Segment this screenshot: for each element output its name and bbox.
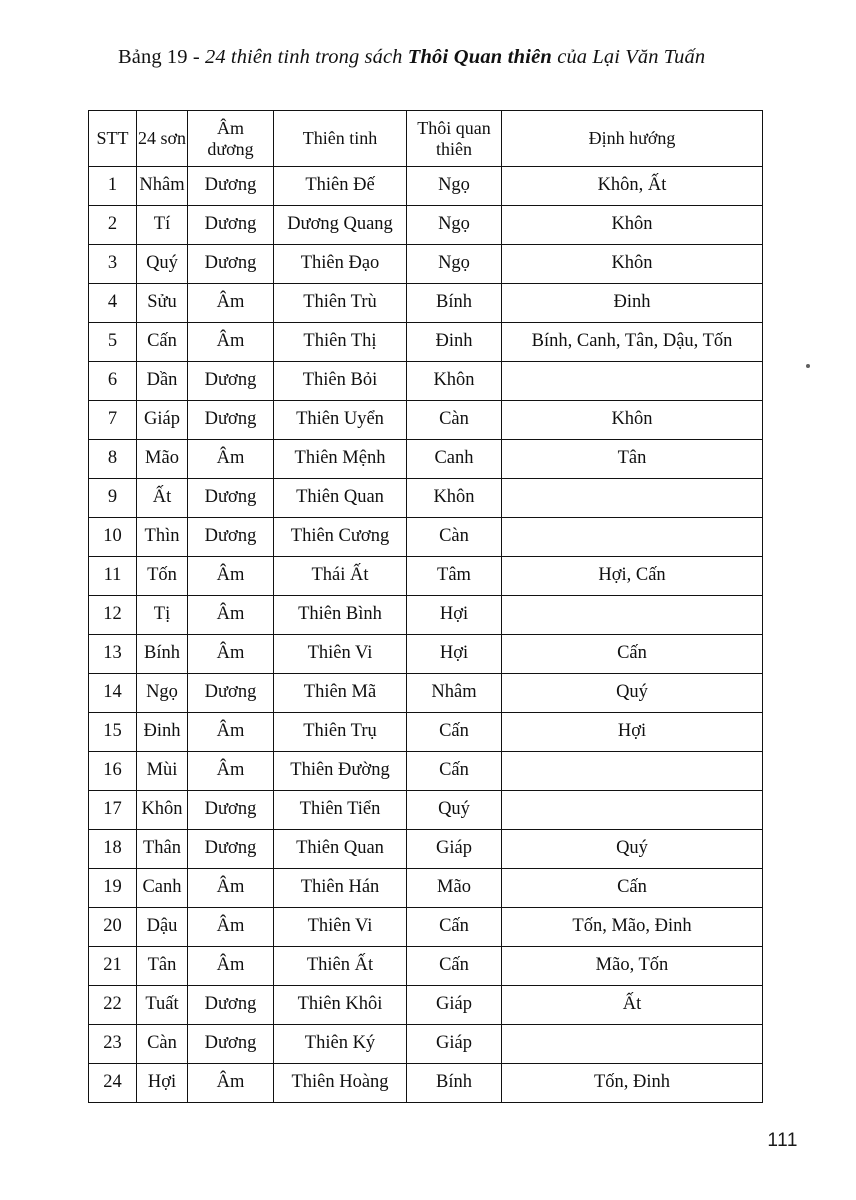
- cell-dinh-huong: [502, 596, 763, 635]
- cell-stt: 7: [89, 401, 137, 440]
- cell-stt: 6: [89, 362, 137, 401]
- cell-am-duong: Dương: [188, 362, 274, 401]
- cell-24-son: Hợi: [137, 1064, 188, 1103]
- cell-stt: 3: [89, 245, 137, 284]
- cell-am-duong: Âm: [188, 713, 274, 752]
- cell-thien-tinh: Thiên Quan: [274, 830, 407, 869]
- cell-am-duong: Âm: [188, 947, 274, 986]
- cell-thien-tinh: Thiên Bỏi: [274, 362, 407, 401]
- cell-thoi-quan-thien: Tâm: [407, 557, 502, 596]
- table-row: [89, 284, 763, 323]
- caption-prefix: Bảng 19 -: [118, 46, 205, 68]
- cell-thoi-quan-thien: Mão: [407, 869, 502, 908]
- cell-thien-tinh: Thiên Vi: [274, 635, 407, 674]
- cell-thoi-quan-thien: Cấn: [407, 908, 502, 947]
- cell-stt: 15: [89, 713, 137, 752]
- table-row: [89, 908, 763, 947]
- cell-dinh-huong: [502, 1025, 763, 1064]
- cell-24-son: Ất: [137, 479, 188, 518]
- table-row: [89, 440, 763, 479]
- caption-italic-lead: 24 thiên tinh trong sách: [204, 46, 408, 68]
- table-row: [89, 1025, 763, 1064]
- cell-stt: 21: [89, 947, 137, 986]
- cell-thoi-quan-thien: Cấn: [407, 752, 502, 791]
- table-header: [89, 111, 763, 167]
- cell-dinh-huong: Bính, Canh, Tân, Dậu, Tốn: [502, 323, 763, 362]
- cell-thoi-quan-thien: Cấn: [407, 947, 502, 986]
- cell-thien-tinh: Thiên Trù: [274, 284, 407, 323]
- cell-thien-tinh: Thiên Mệnh: [274, 440, 407, 479]
- cell-dinh-huong: Tốn, Mão, Đinh: [502, 908, 763, 947]
- cell-dinh-huong: [502, 479, 763, 518]
- cell-thien-tinh: Thiên Cương: [274, 518, 407, 557]
- cell-thoi-quan-thien: Giáp: [407, 986, 502, 1025]
- cell-thoi-quan-thien: Giáp: [407, 830, 502, 869]
- cell-dinh-huong: Khôn, Ất: [502, 167, 763, 206]
- cell-24-son: Sửu: [137, 284, 188, 323]
- table-body: [89, 167, 763, 1103]
- cell-am-duong: Dương: [188, 167, 274, 206]
- thien-tinh-table: [88, 110, 763, 1103]
- cell-thoi-quan-thien: Bính: [407, 284, 502, 323]
- cell-am-duong: Âm: [188, 752, 274, 791]
- table-row: [89, 401, 763, 440]
- cell-24-son: Tị: [137, 596, 188, 635]
- cell-am-duong: Âm: [188, 1064, 274, 1103]
- cell-dinh-huong: Tân: [502, 440, 763, 479]
- cell-stt: 14: [89, 674, 137, 713]
- cell-am-duong: Âm: [188, 440, 274, 479]
- table-caption: [86, 42, 776, 72]
- cell-thoi-quan-thien: Nhâm: [407, 674, 502, 713]
- cell-dinh-huong: Ất: [502, 986, 763, 1025]
- cell-thoi-quan-thien: Giáp: [407, 1025, 502, 1064]
- table-container: [88, 110, 762, 1103]
- cell-24-son: Thân: [137, 830, 188, 869]
- cell-dinh-huong: Hợi, Cấn: [502, 557, 763, 596]
- cell-stt: 2: [89, 206, 137, 245]
- table-row: [89, 557, 763, 596]
- cell-am-duong: Dương: [188, 986, 274, 1025]
- cell-24-son: Càn: [137, 1025, 188, 1064]
- cell-24-son: Tân: [137, 947, 188, 986]
- table-row: [89, 713, 763, 752]
- cell-am-duong: Dương: [188, 245, 274, 284]
- cell-thien-tinh: Thiên Hoàng: [274, 1064, 407, 1103]
- table-row: [89, 635, 763, 674]
- cell-am-duong: Âm: [188, 869, 274, 908]
- cell-thien-tinh: Thiên Ký: [274, 1025, 407, 1064]
- cell-thoi-quan-thien: Ngọ: [407, 206, 502, 245]
- cell-am-duong: Âm: [188, 557, 274, 596]
- cell-stt: 16: [89, 752, 137, 791]
- table-row: [89, 830, 763, 869]
- cell-stt: 18: [89, 830, 137, 869]
- cell-stt: 5: [89, 323, 137, 362]
- table-row: [89, 986, 763, 1025]
- cell-24-son: Thìn: [137, 518, 188, 557]
- table-row: [89, 869, 763, 908]
- cell-thoi-quan-thien: Ngọ: [407, 245, 502, 284]
- column-header-am-duong-line2: dương: [207, 138, 254, 159]
- cell-thien-tinh: Thái Ất: [274, 557, 407, 596]
- cell-thien-tinh: Thiên Vi: [274, 908, 407, 947]
- table-row: [89, 674, 763, 713]
- cell-dinh-huong: [502, 752, 763, 791]
- cell-am-duong: Dương: [188, 206, 274, 245]
- cell-am-duong: Dương: [188, 830, 274, 869]
- cell-dinh-huong: Đinh: [502, 284, 763, 323]
- cell-dinh-huong: Quý: [502, 830, 763, 869]
- caption-book-title: Thôi Quan thiên: [407, 46, 553, 68]
- cell-thien-tinh: Thiên Đường: [274, 752, 407, 791]
- table-row: [89, 245, 763, 284]
- cell-thoi-quan-thien: Cấn: [407, 713, 502, 752]
- cell-24-son: Mùi: [137, 752, 188, 791]
- cell-thien-tinh: Thiên Mã: [274, 674, 407, 713]
- cell-thoi-quan-thien: Khôn: [407, 362, 502, 401]
- table-row: [89, 947, 763, 986]
- cell-am-duong: Dương: [188, 518, 274, 557]
- cell-thoi-quan-thien: Hợi: [407, 596, 502, 635]
- table-row: [89, 323, 763, 362]
- cell-24-son: Dần: [137, 362, 188, 401]
- cell-thien-tinh: Dương Quang: [274, 206, 407, 245]
- cell-stt: 20: [89, 908, 137, 947]
- cell-dinh-huong: Hợi: [502, 713, 763, 752]
- cell-dinh-huong: Cấn: [502, 869, 763, 908]
- cell-24-son: Tuất: [137, 986, 188, 1025]
- cell-24-son: Mão: [137, 440, 188, 479]
- cell-stt: 12: [89, 596, 137, 635]
- cell-24-son: Giáp: [137, 401, 188, 440]
- cell-thoi-quan-thien: Canh: [407, 440, 502, 479]
- cell-24-son: Quý: [137, 245, 188, 284]
- cell-dinh-huong: [502, 362, 763, 401]
- cell-am-duong: Dương: [188, 1025, 274, 1064]
- scan-speck: [806, 364, 810, 368]
- cell-24-son: Dậu: [137, 908, 188, 947]
- column-header-am-duong-line1: Âm: [217, 118, 244, 139]
- cell-thoi-quan-thien: Bính: [407, 1064, 502, 1103]
- cell-thien-tinh: Thiên Đạo: [274, 245, 407, 284]
- cell-am-duong: Dương: [188, 674, 274, 713]
- cell-dinh-huong: Tốn, Đinh: [502, 1064, 763, 1103]
- cell-am-duong: Âm: [188, 284, 274, 323]
- cell-dinh-huong: [502, 518, 763, 557]
- table-row: [89, 791, 763, 830]
- cell-stt: 22: [89, 986, 137, 1025]
- cell-am-duong: Âm: [188, 323, 274, 362]
- cell-stt: 24: [89, 1064, 137, 1103]
- cell-24-son: Bính: [137, 635, 188, 674]
- cell-am-duong: Âm: [188, 635, 274, 674]
- cell-dinh-huong: [502, 791, 763, 830]
- cell-thoi-quan-thien: Hợi: [407, 635, 502, 674]
- column-header-thien-tinh: Thiên tinh: [274, 111, 407, 167]
- cell-thien-tinh: Thiên Ất: [274, 947, 407, 986]
- table-row: [89, 752, 763, 791]
- cell-thien-tinh: Thiên Tiển: [274, 791, 407, 830]
- cell-thien-tinh: Thiên Bình: [274, 596, 407, 635]
- cell-am-duong: Dương: [188, 791, 274, 830]
- column-header-thoi-quan-thien: [407, 111, 502, 167]
- caption-italic-tail: của Lại Văn Tuấn: [552, 46, 706, 68]
- cell-stt: 17: [89, 791, 137, 830]
- column-header-stt: STT: [89, 111, 137, 167]
- cell-thoi-quan-thien: Đinh: [407, 323, 502, 362]
- cell-24-son: Đinh: [137, 713, 188, 752]
- cell-stt: 13: [89, 635, 137, 674]
- cell-thoi-quan-thien: Ngọ: [407, 167, 502, 206]
- table-row: [89, 206, 763, 245]
- table-row: [89, 596, 763, 635]
- cell-stt: 10: [89, 518, 137, 557]
- table-row: [89, 167, 763, 206]
- cell-24-son: Tí: [137, 206, 188, 245]
- cell-stt: 11: [89, 557, 137, 596]
- cell-stt: 1: [89, 167, 137, 206]
- table-row: [89, 479, 763, 518]
- cell-thien-tinh: Thiên Khôi: [274, 986, 407, 1025]
- cell-thien-tinh: Thiên Trụ: [274, 713, 407, 752]
- cell-am-duong: Âm: [188, 908, 274, 947]
- page-number: 111: [767, 1130, 798, 1151]
- cell-24-son: Tốn: [137, 557, 188, 596]
- cell-24-son: Khôn: [137, 791, 188, 830]
- cell-thien-tinh: Thiên Thị: [274, 323, 407, 362]
- cell-24-son: Canh: [137, 869, 188, 908]
- cell-thoi-quan-thien: Khôn: [407, 479, 502, 518]
- column-header-tqt-line2: thiên: [436, 138, 472, 159]
- column-header-24-son: 24 sơn: [137, 111, 188, 167]
- cell-24-son: Nhâm: [137, 167, 188, 206]
- cell-stt: 8: [89, 440, 137, 479]
- cell-am-duong: Dương: [188, 479, 274, 518]
- cell-24-son: Ngọ: [137, 674, 188, 713]
- cell-dinh-huong: Khôn: [502, 401, 763, 440]
- cell-dinh-huong: Khôn: [502, 206, 763, 245]
- column-header-dinh-huong: Định hướng: [502, 111, 763, 167]
- cell-thoi-quan-thien: Càn: [407, 518, 502, 557]
- cell-thien-tinh: Thiên Hán: [274, 869, 407, 908]
- cell-thoi-quan-thien: Quý: [407, 791, 502, 830]
- cell-stt: 19: [89, 869, 137, 908]
- cell-24-son: Cấn: [137, 323, 188, 362]
- column-header-tqt-line1: Thôi quan: [417, 118, 491, 139]
- cell-thien-tinh: Thiên Đế: [274, 167, 407, 206]
- cell-stt: 9: [89, 479, 137, 518]
- table-row: [89, 362, 763, 401]
- cell-dinh-huong: Quý: [502, 674, 763, 713]
- table-row: [89, 1064, 763, 1103]
- cell-thien-tinh: Thiên Quan: [274, 479, 407, 518]
- column-header-am-duong: [188, 111, 274, 167]
- cell-dinh-huong: Mão, Tốn: [502, 947, 763, 986]
- cell-thoi-quan-thien: Càn: [407, 401, 502, 440]
- cell-am-duong: Âm: [188, 596, 274, 635]
- cell-am-duong: Dương: [188, 401, 274, 440]
- cell-dinh-huong: Cấn: [502, 635, 763, 674]
- cell-stt: 4: [89, 284, 137, 323]
- table-row: [89, 518, 763, 557]
- cell-stt: 23: [89, 1025, 137, 1064]
- header-row: [89, 111, 763, 167]
- cell-dinh-huong: Khôn: [502, 245, 763, 284]
- cell-thien-tinh: Thiên Uyển: [274, 401, 407, 440]
